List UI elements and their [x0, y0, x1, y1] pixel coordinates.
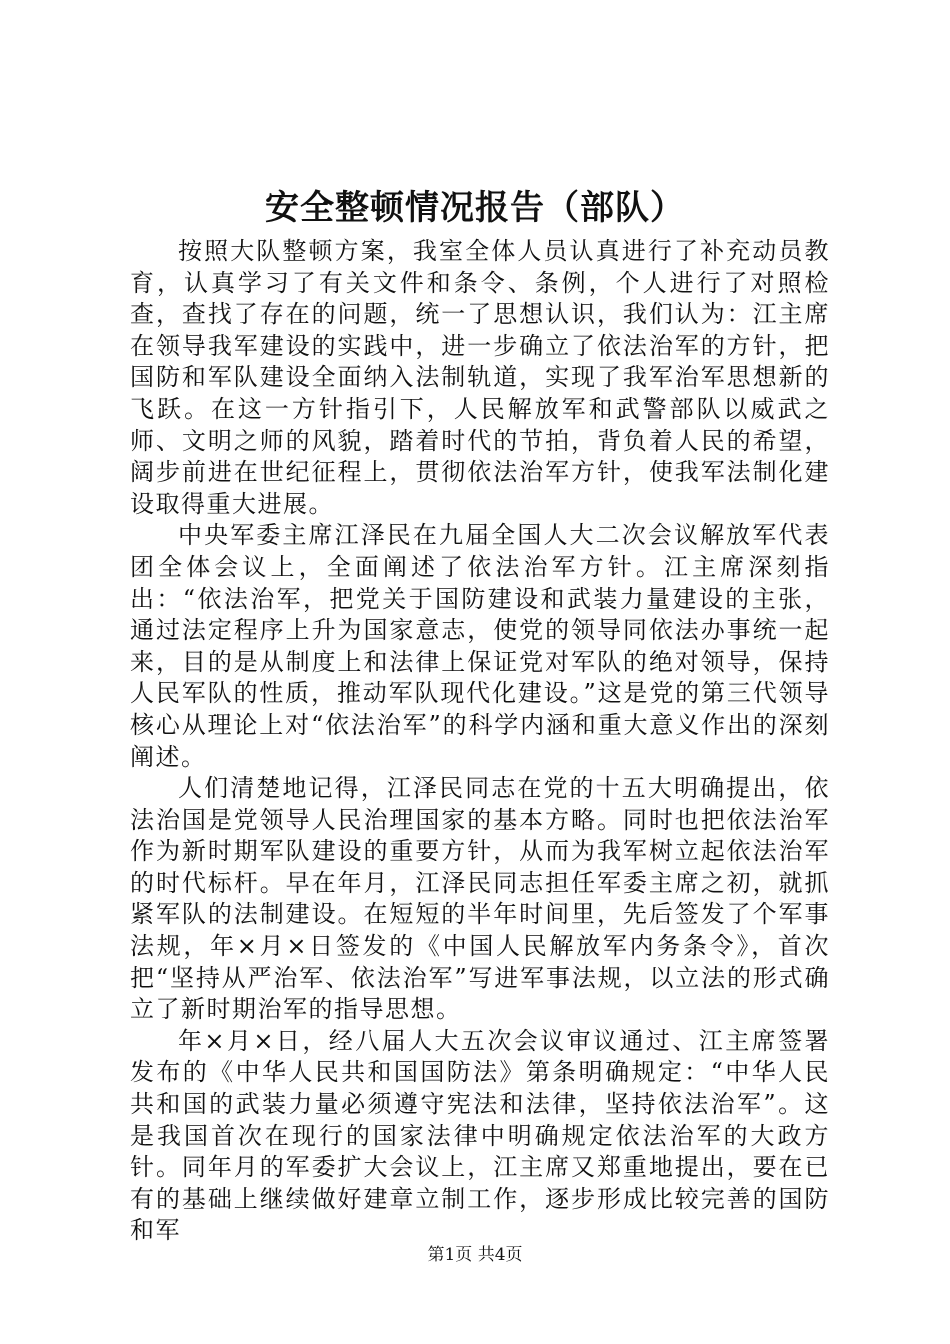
paragraph: 中央军委主席江泽民在九届全国人大二次会议解放军代表团全体会议上，全面阐述了依法治军方针。江主席深刻指出：“依法治军，把党关于国防建设和武装力量建设的主张，通过法定程序上升为国家意志，使党的领导同依法办事统一起来，目的是从制度上和法律上保证党对军队的绝对领导，保持人民军队的性质，推动军队现代化建设。”这是党的第三代领导核心从理论上对“依法治军”的科学内涵和重大意义作出的深刻阐述。 [130, 521, 830, 771]
page-number-footer: 第1页 共4页 [427, 1245, 523, 1265]
document-body [130, 236, 830, 1247]
document-title: 安全整顿情况报告（部队） [265, 188, 685, 228]
paragraph: 人们清楚地记得，江泽民同志在党的十五大明确提出，依法治国是党领导人民治理国家的基本方略。同时也把依法治军作为新时期军队建设的重要方针，从而为我军树立起依法治军的时代标杆。早在年月，江泽民同志担任军委主席之初，就抓紧军队的法制建设。在短短的半年时间里，先后签发了个军事法规，年×月×日签发的《中国人民解放军内务条令》，首次把“坚持从严治军、依法治军”写进军事法规，以立法的形式确立了新时期治军的指导思想。 [130, 774, 830, 1024]
paragraph: 按照大队整顿方案，我室全体人员认真进行了补充动员教育，认真学习了有关文件和条令、条例，个人进行了对照检查，查找了存在的问题，统一了思想认识，我们认为：江主席在领导我军建设的实践中，进一步确立了依法治军的方针，把国防和军队建设全面纳入法制轨道，实现了我军治军思想新的飞跃。在这一方针指引下，人民解放军和武警部队以威武之师、文明之师的风貌，踏着时代的节拍，背负着人民的希望，阔步前进在世纪征程上，贯彻依法治军方针，使我军法制化建设取得重大进展。 [130, 237, 830, 518]
paragraph: 年×月×日，经八届人大五次会议审议通过、江主席签署发布的《中华人民共和国国防法》第条明确规定：“中华人民共和国的武装力量必须遵守宪法和法律，坚持依法治军”。这是我国首次在现行的国家法律中明确规定依法治军的大政方针。同年月的军委扩大会议上，江主席又郑重地提出，要在已有的基础上继续做好建章立制工作，逐步形成比较完善的国防和军 [130, 1026, 830, 1245]
